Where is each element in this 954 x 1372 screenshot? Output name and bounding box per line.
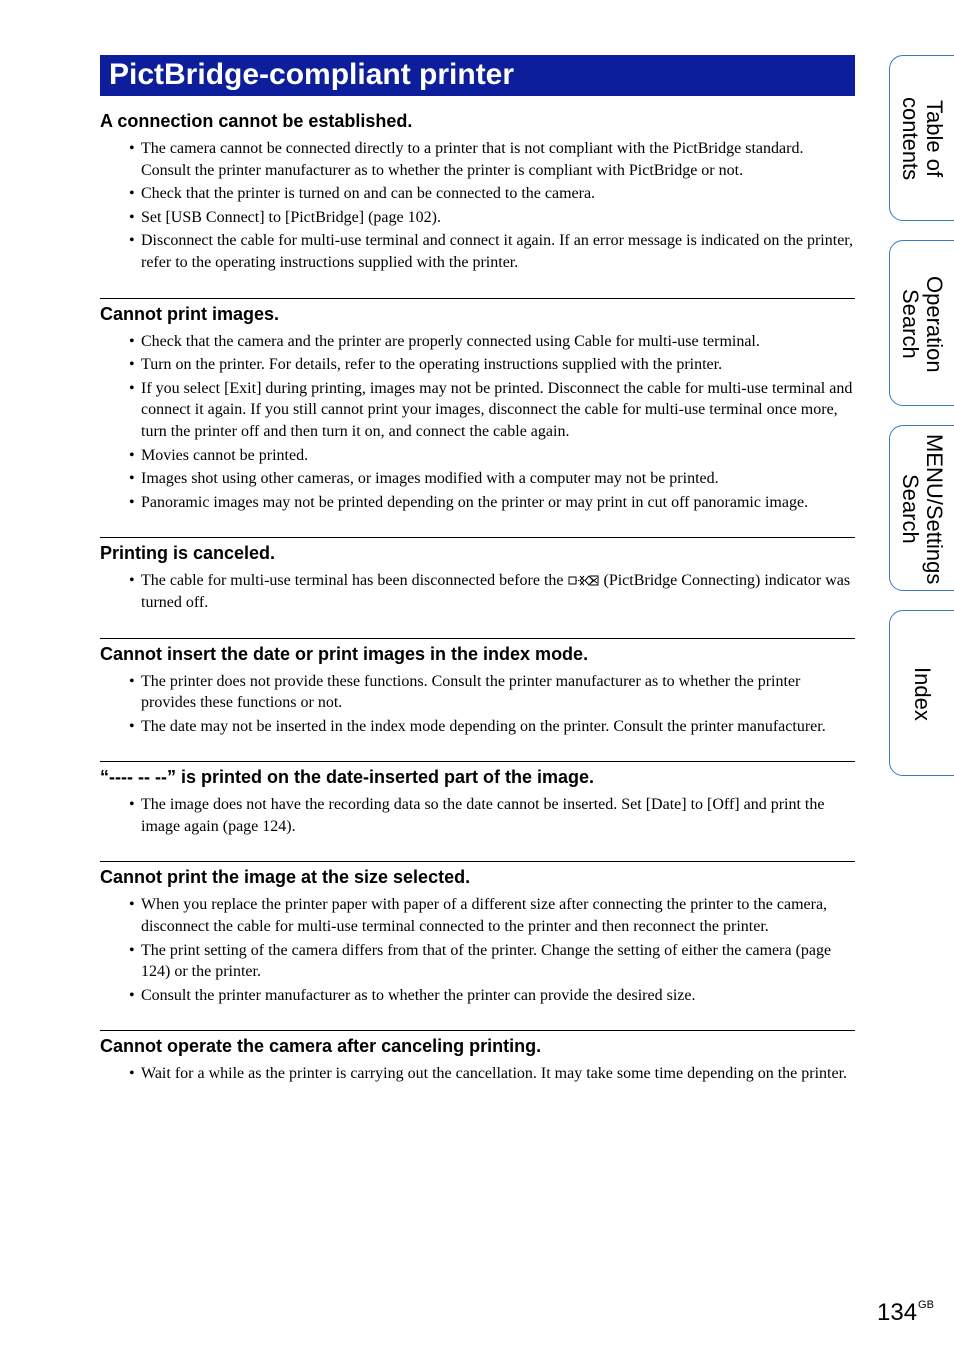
section-printing-canceled (100, 537, 855, 613)
list-item: • The printer does not provide these functions. Consult the printer manufacturer as to whether the printer provides these functions or not. (100, 671, 855, 714)
list-item: • Panoramic images may not be printed depending on the printer or may print in cut off panoramic image. (100, 492, 855, 514)
section-title: Printing is canceled. (100, 543, 276, 564)
bullet-list (100, 138, 855, 274)
tab-label: Table of contents (898, 97, 947, 181)
page-number-value: 134 (877, 1299, 918, 1326)
tab-operation-search[interactable] (889, 240, 954, 406)
page-number (877, 1290, 934, 1328)
list-item: • Consult the printer manufacturer as to whether the printer can provide the desired size. (100, 985, 855, 1007)
section-date-dashes (100, 761, 855, 837)
bullet-list (100, 570, 855, 613)
list-item-text-after: (PictBridge Connecting) indicator was turned off. (141, 572, 851, 611)
bullet-list (100, 331, 855, 514)
list-item: • The camera cannot be connected directly to a printer that is not compliant with the PictBridge standard. Consult the printer manufacturer as to whether the printer is compliant with PictBridge or not. (100, 138, 855, 181)
list-item: • Check that the camera and the printer are properly connected using Cable for multi-use terminal. (100, 331, 855, 353)
list-item: • Movies cannot be printed. (100, 445, 855, 467)
section-title: Cannot insert the date or print images in the index mode. (100, 643, 589, 664)
list-item: • Set [USB Connect] to [PictBridge] (page 102). (100, 207, 855, 229)
list-item: • Wait for a while as the printer is carrying out the cancellation. It may take some time depending on the printer. (100, 1063, 855, 1085)
section-cannot-print (100, 298, 855, 514)
list-item: • Turn on the printer. For details, refer to the operating instructions supplied with the printer. (100, 354, 855, 376)
tab-menu-settings-search[interactable] (889, 425, 954, 591)
section-title: Cannot print images. (100, 303, 280, 324)
tab-label: MENU/Settings Search (898, 433, 947, 585)
bullet-list (100, 671, 855, 738)
list-item: • The print setting of the camera differs from that of the printer. Change the setting of either the camera (page 124) or the printer. (100, 940, 855, 983)
section-title: Cannot print the image at the size selected. (100, 867, 471, 888)
section-title: A connection cannot be established. (100, 111, 413, 131)
bullet-list (100, 1063, 855, 1085)
tab-label: Operation Search (898, 275, 947, 373)
list-item-text-before: The cable for multi-use terminal has been disconnected before the (141, 572, 564, 590)
tab-table-of-contents[interactable] (889, 55, 954, 221)
list-item: • If you select [Exit] during printing, images may not be printed. Disconnect the cable for multi-use terminal and connect it again. If you still cannot print your images, disconnect the cable for multi-use terminal once more, turn the printer off and then turn it on, and connect the cable again. (100, 378, 855, 443)
list-item (100, 570, 855, 613)
bullet-list (100, 894, 855, 1006)
page-number-suffix: GB (918, 1299, 934, 1311)
section-print-size (100, 861, 855, 1006)
pictbridge-connecting-icon (568, 572, 600, 588)
section-cannot-operate (100, 1030, 855, 1085)
section-connection (100, 110, 855, 274)
page-title: PictBridge-compliant printer (100, 55, 855, 96)
bullet-list (100, 794, 855, 837)
content (100, 110, 855, 1087)
tab-label: Index (910, 667, 935, 721)
list-item: • When you replace the printer paper with paper of a different size after connecting the printer to the camera, disconnect the cable for multi-use terminal connected to the printer and then reconnect the printer. (100, 894, 855, 937)
section-title: Cannot operate the camera after canceling printing. (100, 1036, 542, 1057)
section-title: “---- -- --” is printed on the date-inserted part of the image. (100, 767, 595, 788)
section-index-mode (100, 638, 855, 738)
list-item: • The image does not have the recording data so the date cannot be inserted. Set [Date] to [Off] and print the image again (page 124). (100, 794, 855, 837)
list-item: • Images shot using other cameras, or images modified with a computer may not be printed. (100, 468, 855, 490)
list-item: • Disconnect the cable for multi-use terminal and connect it again. If an error message is indicated on the printer, refer to the operating instructions supplied with the printer. (100, 230, 855, 273)
list-item: • The date may not be inserted in the index mode depending on the printer. Consult the printer manufacturer. (100, 716, 855, 738)
list-item: • Check that the printer is turned on and can be connected to the camera. (100, 183, 855, 205)
tab-index[interactable] (889, 610, 954, 776)
